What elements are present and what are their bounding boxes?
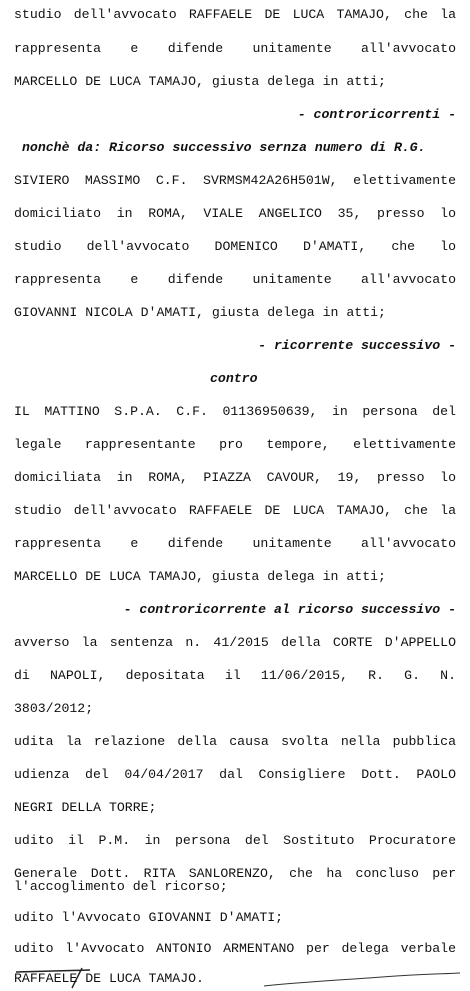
- party-role-controricorrente-successivo: - controricorrente al ricorso successivo -: [123, 602, 456, 617]
- text-line: avverso la sentenza n. 41/2015 della CORTE D'APPELLO: [14, 635, 456, 650]
- text-line: rappresenta e difende unitamente all'avvocato: [14, 272, 456, 287]
- text-line: SIVIERO MASSIMO C.F. SVRMSM42A26H501W, elettivamente: [14, 173, 456, 188]
- text-line: rappresenta e difende unitamente all'avvocato: [14, 41, 456, 56]
- text-line: rappresenta e difende unitamente all'avvocato: [14, 536, 456, 551]
- text-line: studio dell'avvocato RAFFAELE DE LUCA TAMAJO, che la: [14, 7, 456, 22]
- party-role-ricorrente-successivo: - ricorrente successivo -: [258, 338, 456, 353]
- text-line: studio dell'avvocato RAFFAELE DE LUCA TAMAJO, che la: [14, 503, 456, 518]
- text-line: udito l'Avvocato GIOVANNI D'AMATI;: [14, 910, 284, 925]
- text-line: legale rappresentante pro tempore, elettivamente: [14, 437, 456, 452]
- text-line: l'accoglimento del ricorso;: [14, 879, 228, 894]
- contro-heading: contro: [210, 371, 258, 386]
- text-line: MARCELLO DE LUCA TAMAJO, giusta delega in atti;: [14, 74, 386, 89]
- text-line: IL MATTINO S.P.A. C.F. 01136950639, in persona del: [14, 404, 456, 419]
- text-line: GIOVANNI NICOLA D'AMATI, giusta delega in atti;: [14, 305, 386, 320]
- text-line: Generale Dott. RITA SANLORENZO, che ha concluso per: [14, 866, 456, 881]
- text-line: udito il P.M. in persona del Sostituto Procuratore: [14, 833, 456, 848]
- text-line: MARCELLO DE LUCA TAMAJO, giusta delega in atti;: [14, 569, 386, 584]
- text-line: domiciliato in ROMA, VIALE ANGELICO 35, presso lo: [14, 206, 456, 221]
- text-line: 3803/2012;: [14, 701, 94, 716]
- text-line: NEGRI DELLA TORRE;: [14, 800, 157, 815]
- text-line: di NAPOLI, depositata il 11/06/2015, R. G. N.: [14, 668, 456, 683]
- party-role-controricorrenti: - controricorrenti -: [297, 107, 456, 122]
- text-line: udienza del 04/04/2017 dal Consigliere Dott. PAOLO: [14, 767, 456, 782]
- section-heading: nonchè da: Ricorso successivo sernza numero di R.G.: [22, 140, 426, 155]
- text-line: udita la relazione della causa svolta nella pubblica: [14, 734, 456, 749]
- text-line: RAFFAELE DE LUCA TAMAJO.: [14, 971, 204, 986]
- text-line: udito l'Avvocato ANTONIO ARMENTANO per delega verbale: [14, 941, 456, 956]
- text-line: domiciliata in ROMA, PIAZZA CAVOUR, 19, presso lo: [14, 470, 456, 485]
- text-line: studio dell'avvocato DOMENICO D'AMATI, che lo: [14, 239, 456, 254]
